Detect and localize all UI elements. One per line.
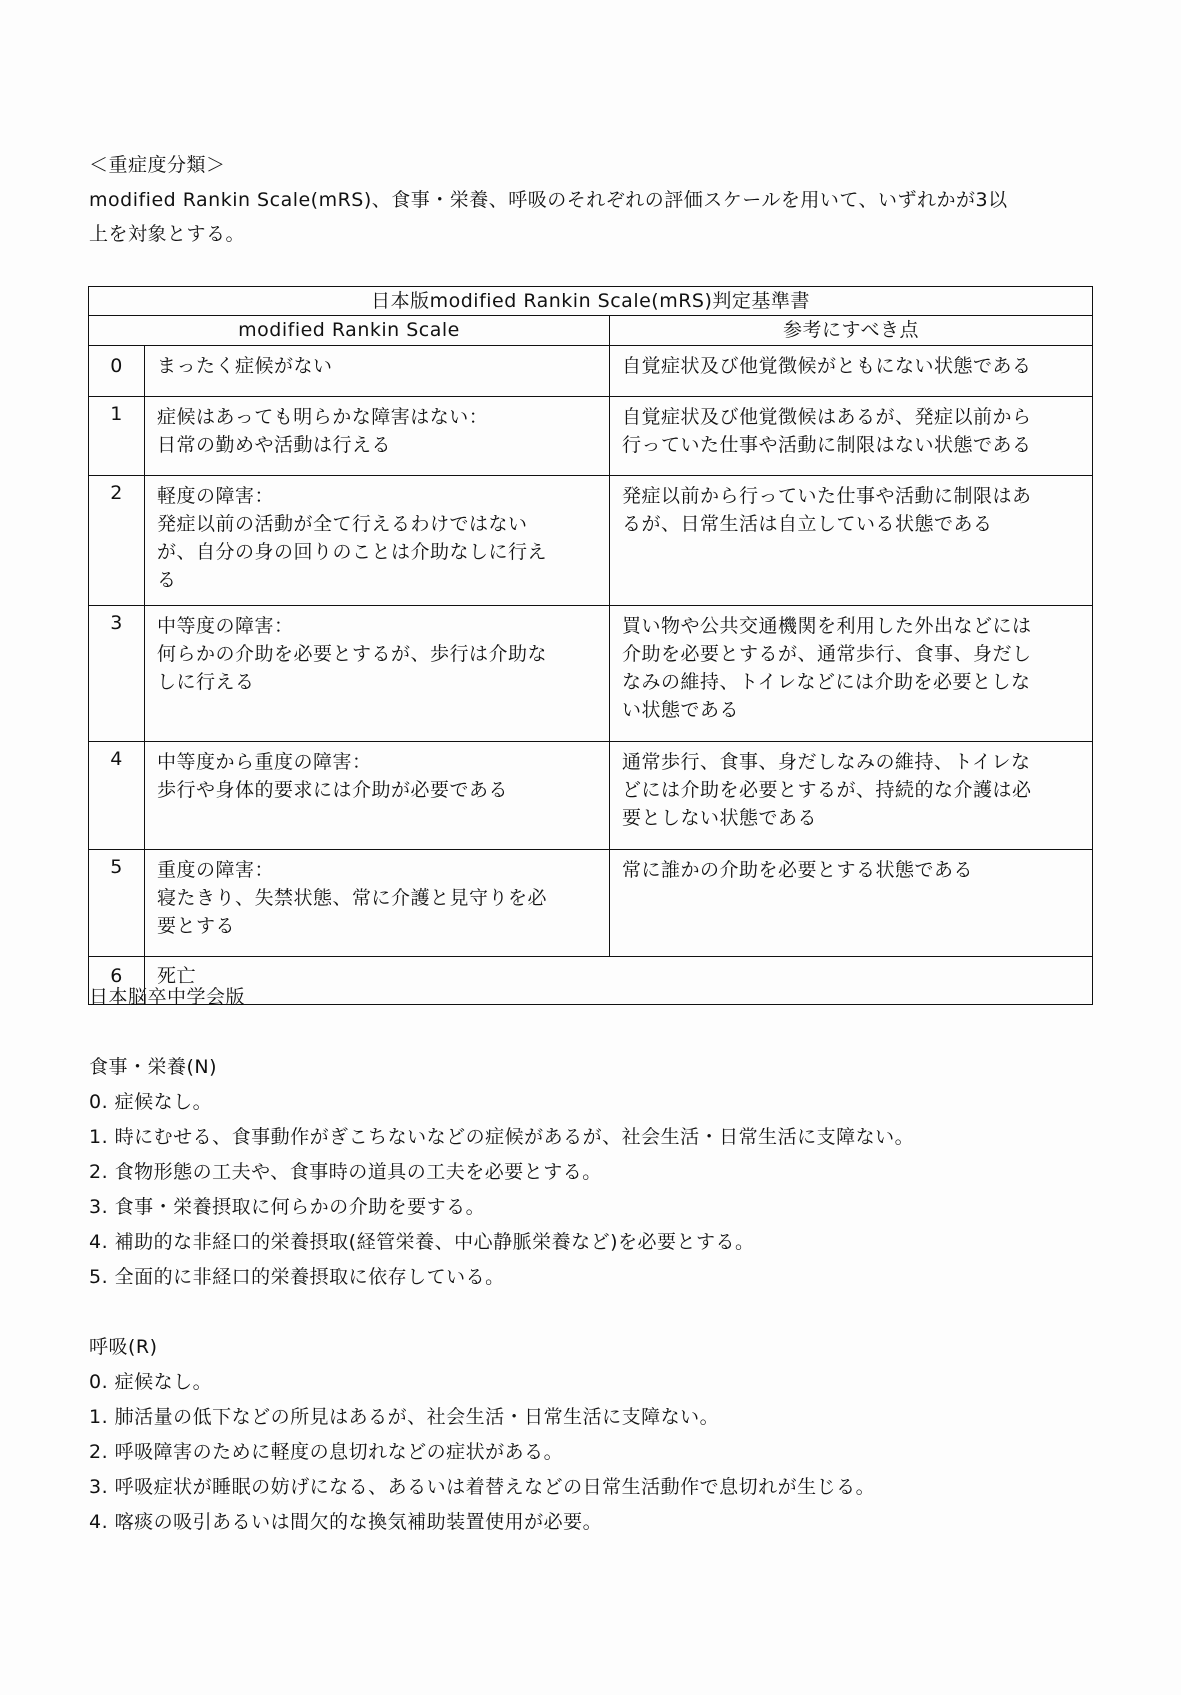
intro-text-line-1: modified Rankin Scale(mRS)、食事・栄養、呼吸のそれぞれの評価スケールを用いて、いずれかが3以 xyxy=(89,189,1008,211)
table-row xyxy=(89,476,1093,606)
description-line: が、自分の身の回りのことは介助なしに行え xyxy=(157,541,548,563)
nutrition-item: 1. 時にむせる、食事動作がぎこちないなどの症候があるが、社会生活・日常生活に支障ない。 xyxy=(89,1126,915,1148)
description-cell xyxy=(145,397,610,476)
reference-cell xyxy=(610,606,1093,742)
description-line: 中等度の障害： xyxy=(157,615,294,637)
grade-cell: 1 xyxy=(89,397,145,476)
respiration-title: 呼吸(R) xyxy=(89,1336,158,1358)
description-cell xyxy=(145,346,610,397)
reference-line: 自覚症状及び他覚徴候はあるが、発症以前から xyxy=(622,406,1032,428)
grade-cell: 0 xyxy=(89,346,145,397)
nutrition-item: 5. 全面的に非経口的栄養摂取に依存している。 xyxy=(89,1266,505,1288)
reference-cell xyxy=(610,476,1093,606)
reference-line: 自覚症状及び他覚徴候がともにない状態である xyxy=(622,355,1032,377)
reference-line: 要としない状態である xyxy=(622,807,818,829)
description-line: 何らかの介助を必要とするが、歩行は介助な xyxy=(157,643,548,665)
reference-line: い状態である xyxy=(622,699,740,721)
description-line: 日常の勤めや活動は行える xyxy=(157,434,392,456)
reference-line: 常に誰かの介助を必要とする状態である xyxy=(622,859,974,881)
reference-cell xyxy=(610,850,1093,957)
grade-cell: 4 xyxy=(89,742,145,850)
mrs-table xyxy=(88,286,1093,1005)
description-line: る xyxy=(157,569,177,591)
table-row xyxy=(89,850,1093,957)
nutrition-item: 4. 補助的な非経口的栄養摂取(経管栄養、中心静脈栄養など)を必要とする。 xyxy=(89,1231,755,1253)
table-row xyxy=(89,606,1093,742)
description-cell xyxy=(145,957,1093,1005)
reference-cell xyxy=(610,346,1093,397)
table-row xyxy=(89,346,1093,397)
reference-line: 通常歩行、食事、身だしなみの維持、トイレな xyxy=(622,751,1031,773)
description-line: 重度の障害： xyxy=(157,859,275,881)
description-line: 歩行や身体的要求には介助が必要である xyxy=(157,779,509,801)
description-cell xyxy=(145,476,610,606)
grade-cell: 5 xyxy=(89,850,145,957)
description-line: しに行える xyxy=(157,671,255,693)
nutrition-item: 3. 食事・栄養摂取に何らかの介助を要する。 xyxy=(89,1196,486,1218)
nutrition-title: 食事・栄養(N) xyxy=(89,1056,218,1078)
intro-text-line-2: 上を対象とする。 xyxy=(89,223,246,245)
reference-line: 行っていた仕事や活動に制限はない状態である xyxy=(622,434,1032,456)
description-line: 中等度から重度の障害： xyxy=(157,751,372,773)
respiration-item: 0. 症候なし。 xyxy=(89,1371,213,1393)
respiration-item: 4. 喀痰の吸引あるいは間欠的な換気補助装置使用が必要。 xyxy=(89,1511,603,1533)
reference-line: なみの維持、トイレなどには介助を必要としな xyxy=(622,671,1031,693)
table-row xyxy=(89,742,1093,850)
header-reference-points: 参考にすべき点 xyxy=(610,316,1093,346)
reference-cell xyxy=(610,397,1093,476)
description-line: 要とする xyxy=(157,915,236,937)
table-row xyxy=(89,397,1093,476)
description-line: まったく症候がない xyxy=(157,355,333,377)
description-line: 症候はあっても明らかな障害はない： xyxy=(157,406,489,428)
section-heading: ＜重症度分類＞ xyxy=(89,154,226,176)
reference-cell xyxy=(610,742,1093,850)
respiration-item: 2. 呼吸障害のために軽度の息切れなどの症状がある。 xyxy=(89,1441,564,1463)
description-cell xyxy=(145,850,610,957)
reference-line: どには介助を必要とするが、持続的な介護は必 xyxy=(622,779,1032,801)
description-line: 死亡 xyxy=(157,965,197,987)
description-cell xyxy=(145,742,610,850)
reference-line: 介助を必要とするが、通常歩行、食事、身だし xyxy=(622,643,1032,665)
nutrition-item: 0. 症候なし。 xyxy=(89,1091,213,1113)
nutrition-item: 2. 食物形態の工夫や、食事時の道具の工夫を必要とする。 xyxy=(89,1161,602,1183)
grade-cell: 6 xyxy=(89,957,145,1005)
description-line: 発症以前の活動が全て行えるわけではない xyxy=(157,513,528,535)
respiration-item: 1. 肺活量の低下などの所見はあるが、社会生活・日常生活に支障ない。 xyxy=(89,1406,720,1428)
reference-line: 買い物や公共交通機関を利用した外出などには xyxy=(622,615,1032,637)
description-line: 軽度の障害： xyxy=(157,485,275,507)
header-mrs-scale: modified Rankin Scale xyxy=(89,316,610,346)
grade-cell: 3 xyxy=(89,606,145,742)
grade-cell: 2 xyxy=(89,476,145,606)
reference-line: るが、日常生活は自立している状態である xyxy=(622,513,993,535)
description-line: 寝たきり、失禁状態、常に介護と見守りを必 xyxy=(157,887,548,909)
description-cell xyxy=(145,606,610,742)
mrs-table-title: 日本版modified Rankin Scale(mRS)判定基準書 xyxy=(89,287,1093,316)
respiration-item: 3. 呼吸症状が睡眠の妨げになる、あるいは着替えなどの日常生活動作で息切れが生じる。 xyxy=(89,1476,876,1498)
source-note: 日本脳卒中学会版 xyxy=(89,986,246,1008)
reference-line: 発症以前から行っていた仕事や活動に制限はあ xyxy=(622,485,1032,507)
